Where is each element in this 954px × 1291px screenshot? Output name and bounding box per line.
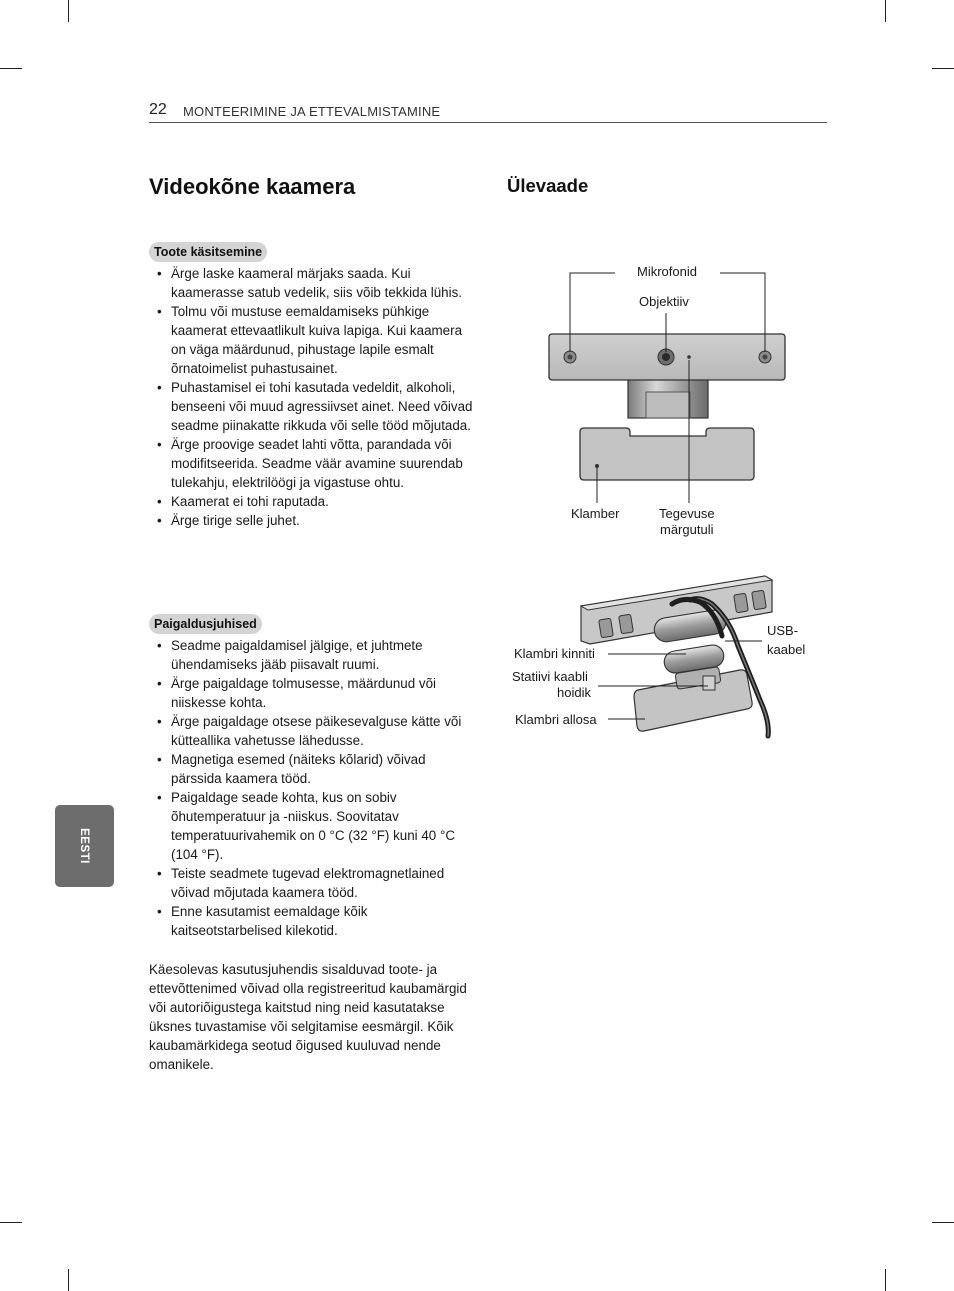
label-clamp-lock: Klambri kinniti [514, 646, 595, 661]
list-item: • Ärge paigaldage otsese päikesevalguse kätte või kütteallika vahetusse lähedusse. [155, 712, 475, 750]
language-tab-label: EESTI [78, 828, 90, 864]
section-title: MONTEERIMINE JA ETTEVALMISTAMINE [183, 104, 441, 119]
label-usb-1: USB- [767, 623, 799, 638]
list-item: • Teiste seadmete tugevad elektromagnetlained võivad mõjutada kaamera tööd. [155, 864, 475, 902]
indicator-led [687, 355, 691, 359]
label-clamp-bottom: Klambri allosa [515, 712, 597, 727]
label-microphones: Mikrofonid [637, 264, 697, 279]
list-item: • Kaamerat ei tohi raputada. [155, 492, 475, 511]
trademark-note: Käesolevas kasutusjuhendis sisalduvad toote- ja ettevõttenimed võivad olla registreeritud kaubamärgid või autoriõigustega kaitstud ning neid kasutatakse üksnes tuvastamise või selgitamise eesmärgil. Kõik kaubamärkidega seotud õigused kuuluvad nende omanikele. [149, 962, 467, 1072]
list-item: • Ärge tirige selle juhet. [155, 511, 475, 530]
camera-back-view [581, 576, 772, 736]
list-item: • Ärge paigaldage tolmusesse, määrdunud või niiskesse kohta. [155, 674, 475, 712]
label-indicator-1: Tegevuse [659, 506, 715, 521]
list-item: • Seadme paigaldamisel jälgige, et juhtmete ühendamiseks jääb piisavalt ruumi. [155, 636, 475, 674]
label-usb-2: kaabel [767, 642, 806, 657]
label-lens: Objektiiv [639, 294, 689, 309]
list-item: • Paigaldage seade kohta, kus on sobiv õhutemperatuur ja -niiskus. Soovitatav temperatuurivahemik on 0 °C (32 °F) kuni 40 °C (104 °F). [155, 788, 475, 864]
install-heading: Paigaldusjuhised [149, 614, 262, 634]
clamp-plate [580, 428, 754, 480]
list-item: • Magnetiga esemed (näiteks kõlarid) võivad pärssida kaamera tööd. [155, 750, 475, 788]
list-item: • Puhastamisel ei tohi kasutada vedeldit, alkoholi, benseeni või muud agressiivset ainet. Need võivad seadme piinakatte rikkuda või selle tööd mõjutada. [155, 378, 475, 435]
list-item: • Enne kasutamist eemaldage kõik kaitseotstarbelised kilekotid. [155, 902, 475, 940]
page-number: 22 [149, 101, 167, 118]
list-item: • Ärge laske kaameral märjaks saada. Kui kaamerasse satub vedelik, siis võib tekkida lühis. [155, 264, 475, 302]
label-tripod-2: hoidik [557, 685, 591, 700]
list-item: • Tolmu või mustuse eemaldamiseks pühkige kaamerat ettevaatlikult kuiva lapiga. Kui kaamera on väga määrdunud, pihustage lapile esmalt õrnatoimelist puhastusainet. [155, 302, 475, 378]
label-clamp: Klamber [571, 506, 620, 521]
page-title: Videokõne kaamera [149, 174, 356, 199]
handling-heading: Toote käsitsemine [149, 242, 267, 262]
label-tripod-1: Statiivi kaabli [512, 669, 588, 684]
list-item: • Ärge proovige seadet lahti võtta, parandada või modifitseerida. Seadme väär avamine suurendab tulekahju, elektrilöögi ja vigastuse ohtu. [155, 435, 475, 492]
label-indicator-2: märgutuli [660, 522, 714, 537]
section-heading: Ülevaade [507, 175, 589, 196]
